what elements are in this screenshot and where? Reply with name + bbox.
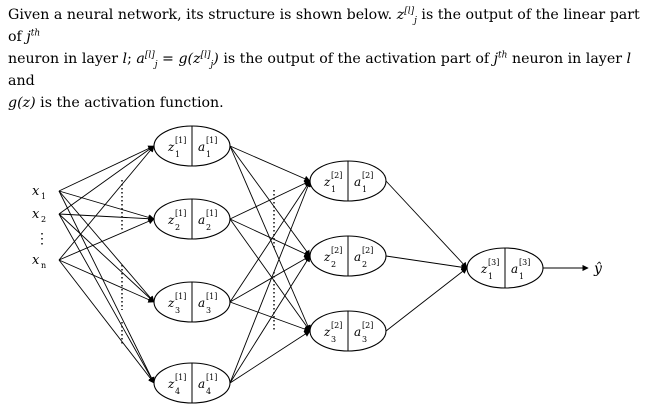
input-subscript-2: 2: [41, 215, 47, 224]
connection-arrow: [59, 260, 154, 302]
node-z-label: z: [168, 377, 175, 391]
connection-arrow: [230, 302, 310, 331]
jth-symbol-2: $j^{th}$: [493, 50, 508, 67]
connection-arrow: [230, 256, 310, 302]
node-a-label: a: [198, 377, 206, 391]
connection-arrow: [230, 219, 310, 256]
layer1-node-4: [154, 363, 230, 403]
connection-arrow: [230, 181, 310, 219]
node-z-subscript: 1: [488, 272, 494, 281]
g-of-z-expr: $g(z[l]_j)$: [178, 50, 219, 70]
connection-arrow: [59, 146, 154, 260]
node-z-subscript: 3: [175, 306, 181, 315]
node-a-superscript: [1]: [206, 373, 218, 382]
caption-text-5: =: [157, 51, 179, 67]
node-a-superscript: [2]: [362, 171, 374, 180]
connection-arrow: [386, 268, 467, 331]
node-z-label: z: [324, 325, 331, 339]
connection-arrow: [59, 260, 154, 383]
connection-arrow: [59, 214, 154, 302]
layer1-node-3: [154, 282, 230, 322]
connection-arrow: [59, 191, 154, 302]
connection-arrow: [386, 181, 467, 268]
node-a-superscript: [1]: [206, 292, 218, 301]
layer-l-symbol: l: [122, 51, 128, 67]
node-z-superscript: [1]: [175, 292, 187, 301]
node-a-subscript: 4: [206, 387, 212, 396]
node-a-subscript: 3: [206, 306, 212, 315]
node-a-subscript: 2: [362, 260, 368, 269]
node-a-subscript: 1: [206, 150, 212, 159]
node-a-label: a: [354, 175, 362, 189]
caption-text-9: is the activation function.: [35, 95, 224, 111]
input-ellipsis: ⋮: [35, 231, 49, 247]
network-nodes: [154, 126, 543, 403]
node-z-subscript: 1: [331, 185, 337, 194]
node-z-superscript: [1]: [175, 209, 187, 218]
layer1-node-1: [154, 126, 230, 166]
node-z-label: z: [168, 296, 175, 310]
node-z-subscript: 1: [175, 150, 181, 159]
node-a-label: a: [198, 296, 206, 310]
node-z-subscript: 4: [175, 387, 181, 396]
connection-arrow: [386, 256, 467, 268]
caption-text-4: ;: [127, 51, 137, 67]
node-z-subscript: 2: [331, 260, 337, 269]
connection-arrow: [230, 331, 310, 383]
caption-text-7: neuron in layer: [507, 51, 627, 67]
caption-text-1: Given a neural network, its structure is shown below.: [8, 7, 397, 23]
node-a-label: a: [511, 262, 519, 276]
layer1-node-2: [154, 199, 230, 239]
input-label-2: x: [32, 207, 40, 222]
node-z-label: z: [168, 213, 175, 227]
layer3-node-1: [467, 248, 543, 288]
node-a-subscript: 3: [362, 335, 368, 344]
layer2-node-3: [310, 311, 386, 351]
input-subscript-1: 1: [41, 192, 47, 201]
connection-arrow: [230, 146, 310, 181]
node-z-superscript: [2]: [331, 171, 343, 180]
output-label-y-hat: ŷ: [594, 261, 602, 277]
node-a-superscript: [1]: [206, 209, 218, 218]
node-a-label: a: [354, 250, 362, 264]
node-z-superscript: [1]: [175, 136, 187, 145]
node-z-superscript: [2]: [331, 321, 343, 330]
node-a-label: a: [198, 140, 206, 154]
connection-arrow: [230, 181, 310, 302]
connection-arrow: [59, 146, 154, 214]
node-z-superscript: [1]: [175, 373, 187, 382]
node-z-subscript: 2: [175, 223, 181, 232]
input-subscript-n: n: [41, 261, 47, 270]
input-label-1: x: [32, 184, 40, 199]
connection-arrow: [230, 146, 310, 331]
caption-text-6: is the output of the activation part of: [218, 51, 494, 67]
connection-arrow: [230, 181, 310, 383]
node-z-superscript: [3]: [488, 258, 500, 267]
connection-arrow: [59, 146, 154, 191]
node-z-label: z: [168, 140, 175, 154]
caption-text-8: and: [8, 73, 35, 89]
node-a-subscript: 2: [206, 223, 212, 232]
node-a-superscript: [2]: [362, 321, 374, 330]
layer2-node-2: [310, 236, 386, 276]
g-z-symbol: g(z): [8, 95, 36, 111]
node-a-superscript: [1]: [206, 136, 218, 145]
connection-arrow: [59, 191, 154, 383]
node-a-superscript: [3]: [519, 258, 531, 267]
node-z-label: z: [324, 175, 331, 189]
caption-text-3: neuron in layer: [8, 51, 123, 67]
node-z-superscript: [2]: [331, 246, 343, 255]
node-a-superscript: [2]: [362, 246, 374, 255]
node-z-label: z: [481, 262, 488, 276]
jth-symbol: $j^{th}$: [26, 28, 41, 45]
node-a-subscript: 1: [362, 185, 368, 194]
input-label-n: x: [32, 253, 40, 268]
a-l-j-symbol: $a[l]_j$: [136, 50, 158, 70]
caption-text-2: is the output of the linear part of: [8, 7, 640, 45]
layer2-node-1: [310, 161, 386, 201]
node-a-label: a: [198, 213, 206, 227]
node-a-subscript: 1: [519, 272, 525, 281]
z-l-j-symbol: $z[l]_j$: [396, 6, 417, 26]
node-z-subscript: 3: [331, 335, 337, 344]
layer-l-symbol-2: l: [626, 51, 632, 67]
node-a-label: a: [354, 325, 362, 339]
node-z-label: z: [324, 250, 331, 264]
